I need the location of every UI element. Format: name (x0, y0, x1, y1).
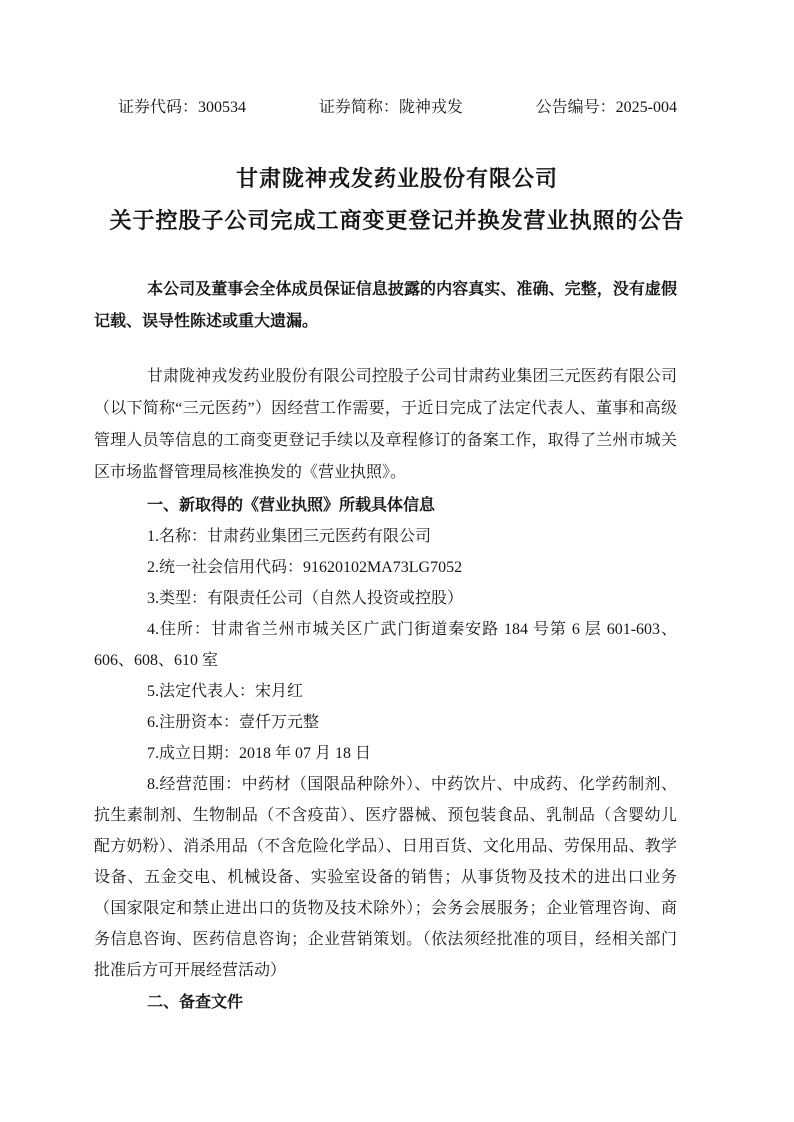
item-credit-code: 2.统一社会信用代码：91620102MA73LG7052 (147, 559, 463, 576)
section-1-heading: 一、新取得的《营业执照》所载具体信息 (147, 497, 436, 514)
item-registered-capital: 6.注册资本：壹仟万元整 (147, 714, 320, 731)
item-company-name: 1.名称：甘肃药业集团三元医药有限公司 (147, 528, 432, 545)
company-title: 甘肃陇神戎发药业股份有限公司 (235, 166, 558, 191)
stock-code-text: 证券代码：300534 (118, 99, 247, 116)
item-company-type: 3.类型：有限责任公司（自然人投资或控股） (147, 590, 464, 607)
header-row (118, 99, 677, 117)
announcement-number-text: 公告编号：2025-004 (535, 99, 677, 116)
intro-paragraph: 甘肃陇神戎发药业股份有限公司控股子公司甘肃药业集团三元医药有限公司（以下简称“三元医药”）因经营工作需要，于近日完成了法定代表人、董事和高级管理人员等信息的工商变更登记手续以及章程修订的备案工作，取得了兰州市城关区市场监督管理局核准换发的《营业执照》。 (94, 368, 677, 481)
item-business-scope: 8.经营范围：中药材（国限品种除外）、中药饮片、中成药、化学药制剂、抗生素制剂、生物制品（不含疫苗）、医疗器械、预包装食品、乳制品（含婴幼儿配方奶粉）、消杀用品（不含危险化学品）、日用百货、文化用品、劳保用品、教学设备、五金交电、机械设备、实验室设备的销售；从事货物及技术的进出口业务（国家限定和禁止进出口的货物及技术除外）；会务会展服务；企业管理咨询、商务信息咨询、医药信息咨询；企业营销策划。（依法须经批准的项目，经相关部门批准后方可开展经营活动） (94, 776, 677, 979)
section-2-heading: 二、备查文件 (147, 994, 244, 1011)
disclaimer-paragraph: 本公司及董事会全体成员保证信息披露的内容真实、准确、完整，没有虚假记载、误导性陈述或重大遗漏。 (94, 281, 677, 330)
stock-abbr-text: 证券简称：陇神戎发 (318, 99, 463, 116)
item-establishment-date: 7.成立日期：2018 年 07 月 18 日 (147, 745, 372, 762)
document-body (94, 274, 677, 1018)
item-legal-representative: 5.法定代表人：宋月红 (147, 683, 304, 700)
announcement-title: 关于控股子公司完成工商变更登记并换发营业执照的公告 (109, 208, 685, 233)
item-address: 4.住所：甘肃省兰州市城关区广武门街道秦安路 184 号第 6 层 601-603、606、608、610 室 (94, 621, 677, 669)
